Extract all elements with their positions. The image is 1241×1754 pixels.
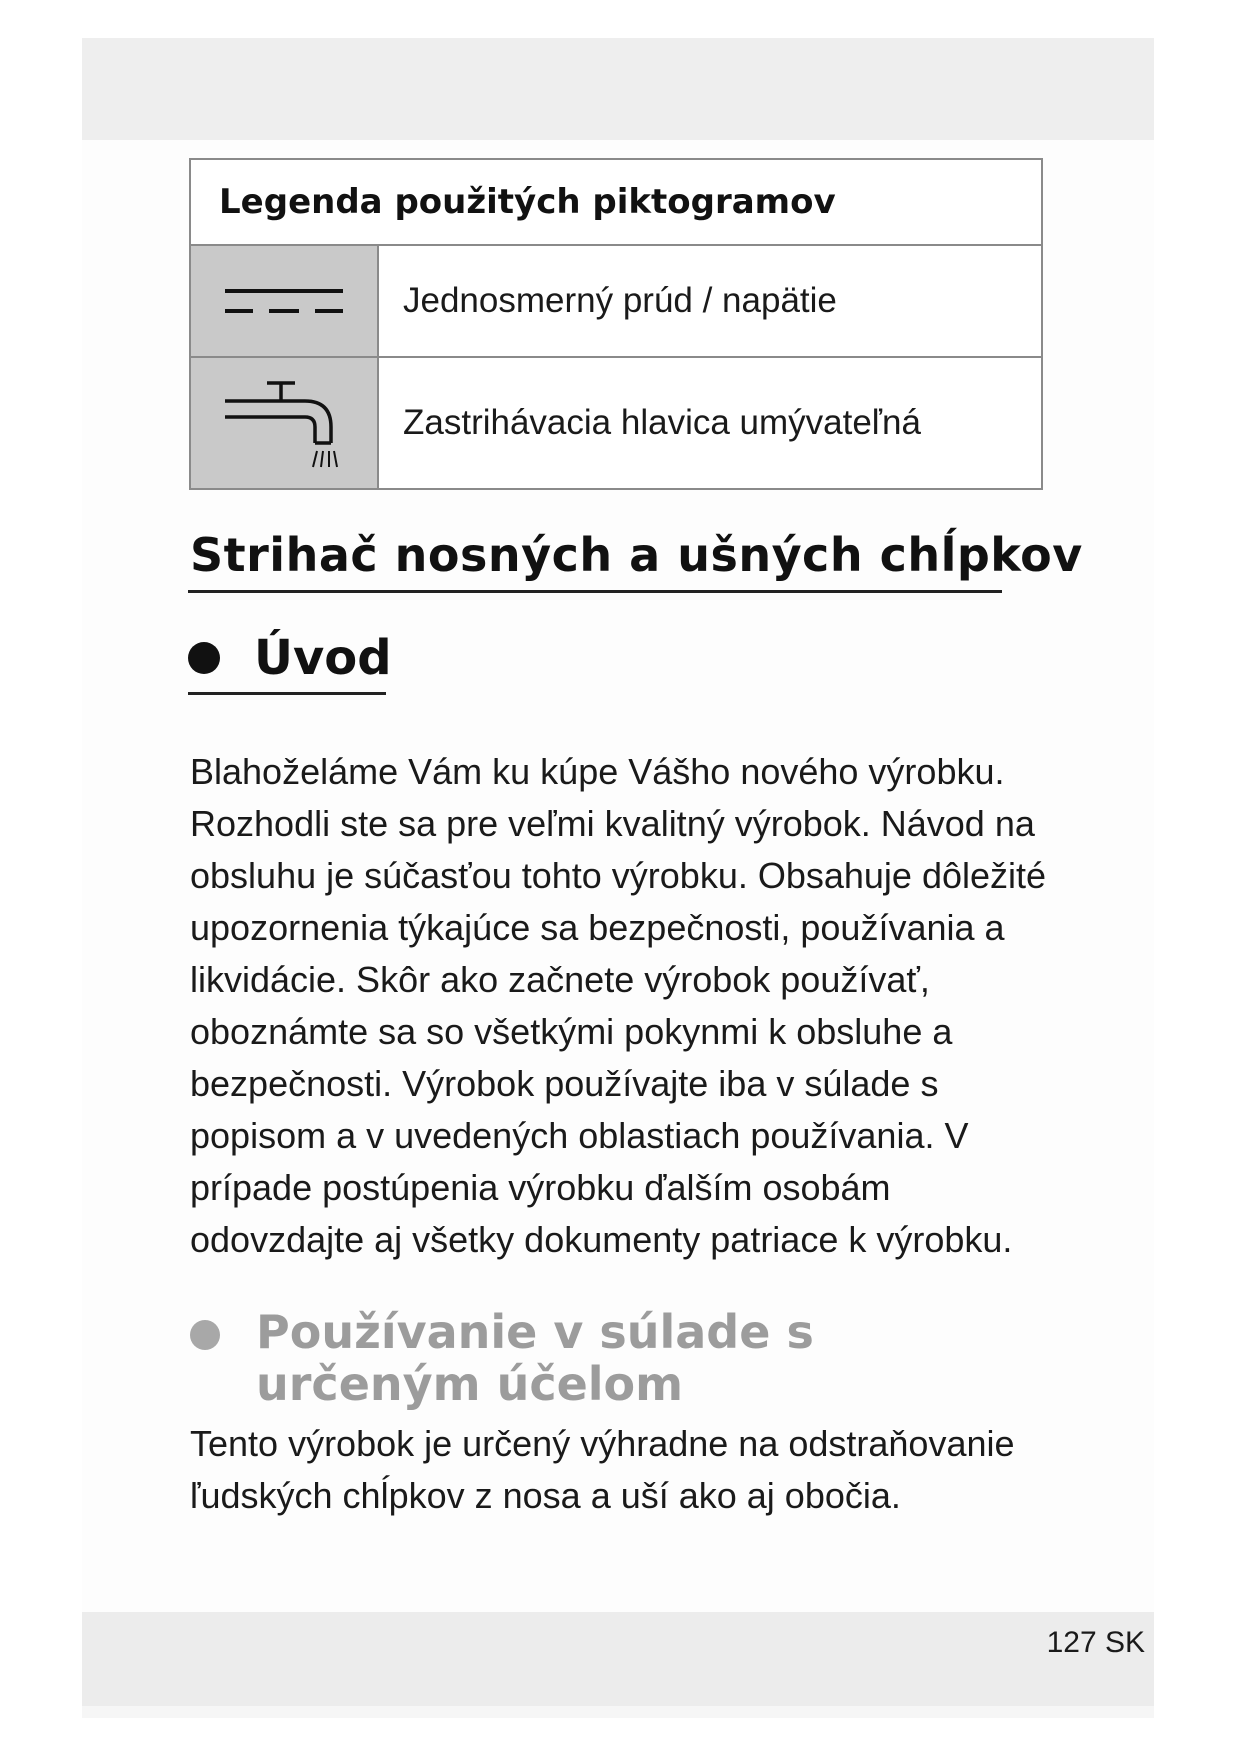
water-tap-icon	[219, 373, 349, 473]
header-band	[82, 38, 1154, 140]
page-title: Strihač nosných a ušných chĺpkov	[190, 528, 1083, 582]
direct-current-icon	[219, 281, 349, 321]
pictogram-legend-table	[189, 158, 1043, 490]
bullet-icon	[190, 1320, 220, 1350]
legend-icon-cell	[191, 358, 379, 488]
intro-heading-underline	[188, 692, 386, 695]
usage-heading	[190, 1306, 1036, 1410]
title-underline	[188, 590, 1002, 593]
legend-title: Legenda použitých piktogramov	[191, 160, 1041, 246]
legend-label: Jednosmerný prúd / napätie	[403, 281, 837, 320]
usage-paragraph: Tento výrobok je určený výhradne na odstraňovanie ľudských chĺpkov z nosa a uší ako aj obočia.	[190, 1423, 1015, 1516]
intro-paragraph: Blahoželáme Vám ku kúpe Vášho nového výrobku. Rozhodli ste sa pre veľmi kvalitný výrobok. Návod na obsluhu je súčasťou tohto výrobku. Obsahuje dôležité upozornenia týkajúce sa bezpečnosti, používania a likvidácie. Skôr ako začnete výrobok používať, oboznámte sa so všetkými pokynmi k obsluhe a bezpečnosti. Výrobok používajte iba v súlade s popisom a v uvedených oblastiach používania. V prípade postúpenia výrobku ďalším osobám odovzdajte aj všetky dokumenty patriace k výrobku.	[190, 751, 1047, 1260]
intro-heading	[188, 630, 392, 686]
page-number: 127 SK	[1046, 1626, 1145, 1659]
legend-row	[191, 358, 1041, 488]
legend-row	[191, 246, 1041, 358]
usage-heading-text: Používanie v súlade s určeným účelom	[256, 1305, 814, 1411]
bullet-icon	[188, 642, 220, 674]
intro-heading-text: Úvod	[254, 630, 392, 686]
legend-label: Zastrihávacia hlavica umývateľná	[403, 403, 921, 442]
legend-icon-cell	[191, 246, 379, 356]
footer-band	[82, 1612, 1154, 1706]
